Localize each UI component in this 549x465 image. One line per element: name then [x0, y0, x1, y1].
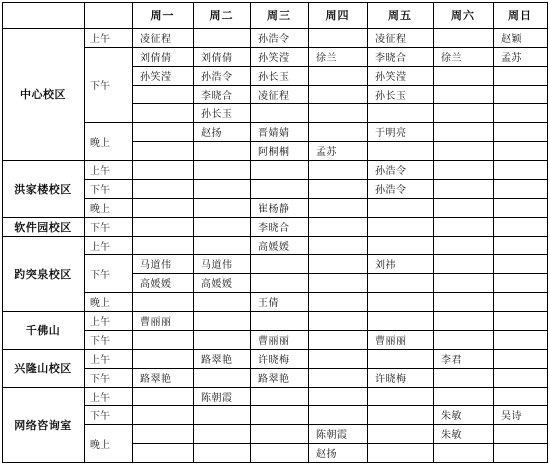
column-line [84, 2, 85, 463]
period-label: 上午 [90, 392, 110, 404]
staff-name: 陈朝霞 [201, 392, 233, 404]
campus-line [2, 462, 85, 463]
period-label: 晚上 [90, 204, 110, 215]
staff-name: 李君 [441, 355, 462, 366]
row-line [132, 236, 548, 237]
row-line [132, 330, 548, 331]
column-line [433, 2, 434, 463]
row-line [132, 85, 548, 86]
row-line [132, 443, 548, 444]
campus-name: 软件园校区 [14, 220, 72, 234]
period-line [84, 179, 133, 180]
campus-name: 洪家楼校区 [14, 182, 72, 196]
staff-name: 曹丽丽 [140, 317, 172, 328]
period-line [84, 330, 133, 331]
staff-name: 孟苏 [501, 53, 522, 64]
staff-name: 朱敏 [441, 411, 462, 422]
staff-name: 王倩 [258, 298, 279, 309]
staff-name: 吴诗 [501, 411, 522, 422]
staff-name: 孙长玉 [258, 72, 290, 83]
staff-name: 赵扬 [201, 128, 222, 139]
row-line [132, 66, 548, 67]
column-line [250, 2, 251, 463]
day-header: 周三 [267, 9, 291, 22]
staff-name: 马道伟 [140, 260, 172, 271]
staff-name: 崔杨静 [258, 204, 290, 215]
row-line [132, 462, 548, 463]
period-line [84, 122, 133, 123]
period-line [84, 387, 133, 388]
period-label: 上午 [90, 317, 110, 328]
campus-line [2, 387, 85, 388]
period-label: 上午 [90, 241, 110, 253]
staff-name: 路翠艳 [258, 374, 290, 385]
campus-name: 网络咨询室 [14, 418, 72, 432]
period-line [84, 236, 133, 237]
row-line [132, 424, 548, 425]
staff-name: 许晓梅 [375, 374, 407, 385]
row-line [132, 273, 548, 274]
staff-name: 高媛媛 [140, 279, 172, 290]
period-line [84, 462, 133, 463]
staff-name: 孙浩令 [201, 72, 233, 83]
staff-name: 孙浩令 [375, 185, 407, 196]
staff-name: 孙浩令 [258, 34, 290, 45]
day-header: 周四 [325, 9, 350, 22]
period-label: 下午 [90, 374, 110, 385]
row-line [132, 160, 548, 161]
period-label: 下午 [90, 81, 110, 92]
period-label: 上午 [90, 355, 110, 366]
row-line [132, 254, 548, 255]
period-line [84, 349, 133, 350]
staff-name: 高媛媛 [201, 279, 233, 290]
day-header: 周五 [388, 9, 412, 22]
staff-name: 李晓合 [258, 223, 290, 234]
staff-name: 晋婧婧 [258, 128, 290, 139]
period-line [84, 198, 133, 199]
period-line [84, 160, 133, 161]
row-line [132, 47, 548, 48]
day-header: 周一 [150, 9, 175, 22]
row-line [132, 179, 548, 180]
period-label: 下午 [90, 185, 110, 196]
row-line [132, 368, 548, 369]
row-line [132, 122, 548, 123]
column-line [2, 2, 3, 463]
column-line [308, 2, 309, 463]
row-line [132, 217, 548, 218]
staff-name: 赵颖 [501, 34, 522, 45]
period-line [84, 47, 133, 48]
row-line [132, 405, 548, 406]
row-line [132, 292, 548, 293]
staff-name: 路翠艳 [201, 355, 233, 366]
campus-line [2, 311, 85, 312]
staff-name: 孙浩令 [375, 166, 407, 177]
staff-name: 李晓合 [201, 90, 233, 102]
campus-line [2, 217, 85, 218]
staff-name: 刘倩倩 [140, 53, 172, 64]
period-label: 晚上 [90, 439, 110, 451]
row-line [132, 103, 548, 104]
period-line [84, 311, 133, 312]
staff-name: 孙笑滢 [258, 53, 290, 64]
period-label: 下午 [90, 223, 110, 234]
period-line [84, 368, 133, 369]
campus-line [2, 349, 85, 350]
period-line [84, 292, 133, 293]
column-line [493, 2, 494, 463]
row-line [132, 141, 548, 142]
staff-name: 曹丽丽 [258, 336, 290, 347]
staff-name: 孙笑滢 [375, 72, 407, 83]
period-label: 下午 [90, 336, 110, 347]
campus-line [2, 236, 85, 237]
campus-name: 中心校区 [20, 88, 66, 101]
period-label: 下午 [90, 269, 110, 281]
campus-name: 趵突泉校区 [14, 267, 72, 281]
day-header: 周二 [209, 9, 234, 22]
staff-name: 孟苏 [316, 147, 337, 158]
column-line [367, 2, 368, 463]
period-line [84, 405, 133, 406]
staff-name: 凌征程 [140, 34, 172, 45]
staff-name: 徐兰 [316, 53, 337, 64]
staff-name: 刘祎 [375, 260, 396, 271]
column-line [547, 2, 548, 463]
period-line [84, 424, 133, 425]
period-label: 晚上 [90, 298, 110, 309]
staff-name: 凌征程 [258, 90, 290, 102]
staff-name: 刘倩倩 [201, 53, 233, 64]
row-line [132, 387, 548, 388]
period-label: 晚上 [90, 137, 110, 149]
campus-name: 兴隆山校区 [14, 362, 72, 375]
staff-name: 陈朝霞 [316, 430, 348, 441]
staff-name: 于明亮 [375, 128, 407, 139]
staff-name: 凌征程 [375, 34, 407, 45]
staff-name: 李晓合 [375, 53, 407, 64]
period-label: 上午 [90, 34, 110, 45]
campus-name: 千佛山 [25, 324, 61, 337]
period-label: 下午 [90, 411, 110, 422]
staff-name: 许晓梅 [258, 355, 290, 366]
row-line [132, 198, 548, 199]
staff-name: 徐兰 [441, 53, 462, 64]
staff-name: 曹丽丽 [375, 336, 407, 347]
staff-name: 马道伟 [201, 260, 233, 271]
row-line [132, 349, 548, 350]
staff-name: 孙长玉 [375, 90, 407, 102]
staff-name: 高媛媛 [258, 241, 290, 253]
staff-name: 路翠艳 [140, 374, 172, 385]
staff-name: 朱敏 [441, 430, 462, 441]
campus-line [2, 160, 85, 161]
column-line [193, 2, 194, 463]
day-header: 周日 [508, 9, 532, 22]
staff-name: 孙长玉 [201, 109, 233, 120]
staff-name: 赵扬 [316, 449, 337, 460]
period-line [84, 254, 133, 255]
staff-name: 孙笑滢 [140, 72, 172, 83]
staff-name: 阿桐桐 [258, 147, 290, 158]
period-line [84, 217, 133, 218]
row-line [132, 311, 548, 312]
column-line [132, 2, 133, 463]
period-label: 上午 [90, 166, 110, 177]
day-header: 周六 [451, 9, 475, 22]
